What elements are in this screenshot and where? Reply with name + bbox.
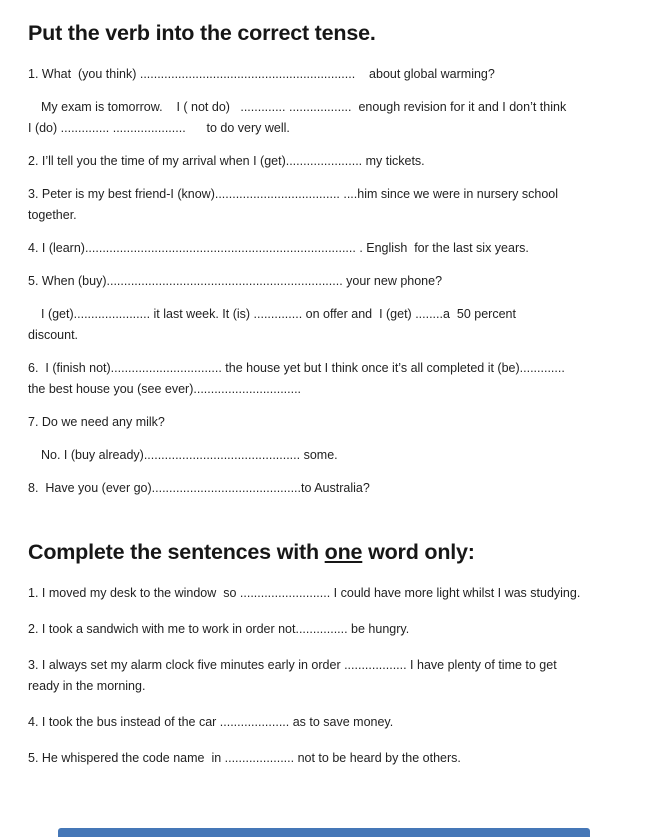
section2-heading-underlined-word: one [324, 540, 363, 564]
worksheet-line: 6. I (finish not)................................ the house yet but I think once it’s all completed it (be)............. [28, 361, 565, 375]
worksheet-line: 5. When (buy).................................................................... your new phone? [28, 274, 443, 288]
worksheet-line: No. I (buy already)............................................. some. [41, 448, 338, 462]
section1-body [28, 64, 630, 499]
worksheet-line: the best house you (see ever)............................... [28, 382, 302, 396]
section1-heading: Put the verb into the correct tense. [28, 21, 376, 45]
worksheet-line: 8. Have you (ever go)...........................................to Australia? [28, 481, 370, 495]
worksheet-line: I (get)...................... it last week. It (is) .............. on offer and I (get) ........a 50 percent [41, 307, 516, 321]
section2-heading-pre: Complete the sentences with [28, 540, 325, 564]
worksheet-line: 4. I took the bus instead of the car .................... as to save money. [28, 715, 394, 729]
worksheet-line: 3. I always set my alarm clock five minutes early in order .................. I have plenty of time to get [28, 658, 557, 672]
worksheet-line: I (do) .............. ..................... to do very well. [28, 121, 290, 135]
worksheet-line: 1. What (you think) .............................................................. about global warming? [28, 67, 495, 81]
worksheet-line: 2. I took a sandwich with me to work in order not............... be hungry. [28, 622, 410, 636]
section2-heading-post: word only: [362, 540, 475, 564]
worksheet-line: 4. I (learn).............................................................................. . English for the last six years. [28, 241, 529, 255]
worksheet-line: 3. Peter is my best friend-I (know).................................... ....him since we were in nursery school [28, 187, 559, 201]
bottom-accent-bar [58, 828, 590, 837]
worksheet-line: 1. I moved my desk to the window so .......................... I could have more light whilst I was studying. [28, 586, 581, 600]
worksheet-line: 2. I’ll tell you the time of my arrival when I (get)...................... my tickets. [28, 154, 425, 168]
worksheet-line: together. [28, 208, 77, 222]
worksheet-line: 7. Do we need any milk? [28, 415, 165, 429]
section2-heading [28, 539, 630, 565]
worksheet-line: 5. He whispered the code name in .................... not to be heard by the others. [28, 751, 461, 765]
worksheet-line: discount. [28, 328, 79, 342]
worksheet-line: My exam is tomorrow. I ( not do) ............. .................. enough revision for it and I don’t think [41, 100, 567, 114]
worksheet-line: ready in the morning. [28, 679, 146, 693]
section2-body [28, 583, 630, 769]
